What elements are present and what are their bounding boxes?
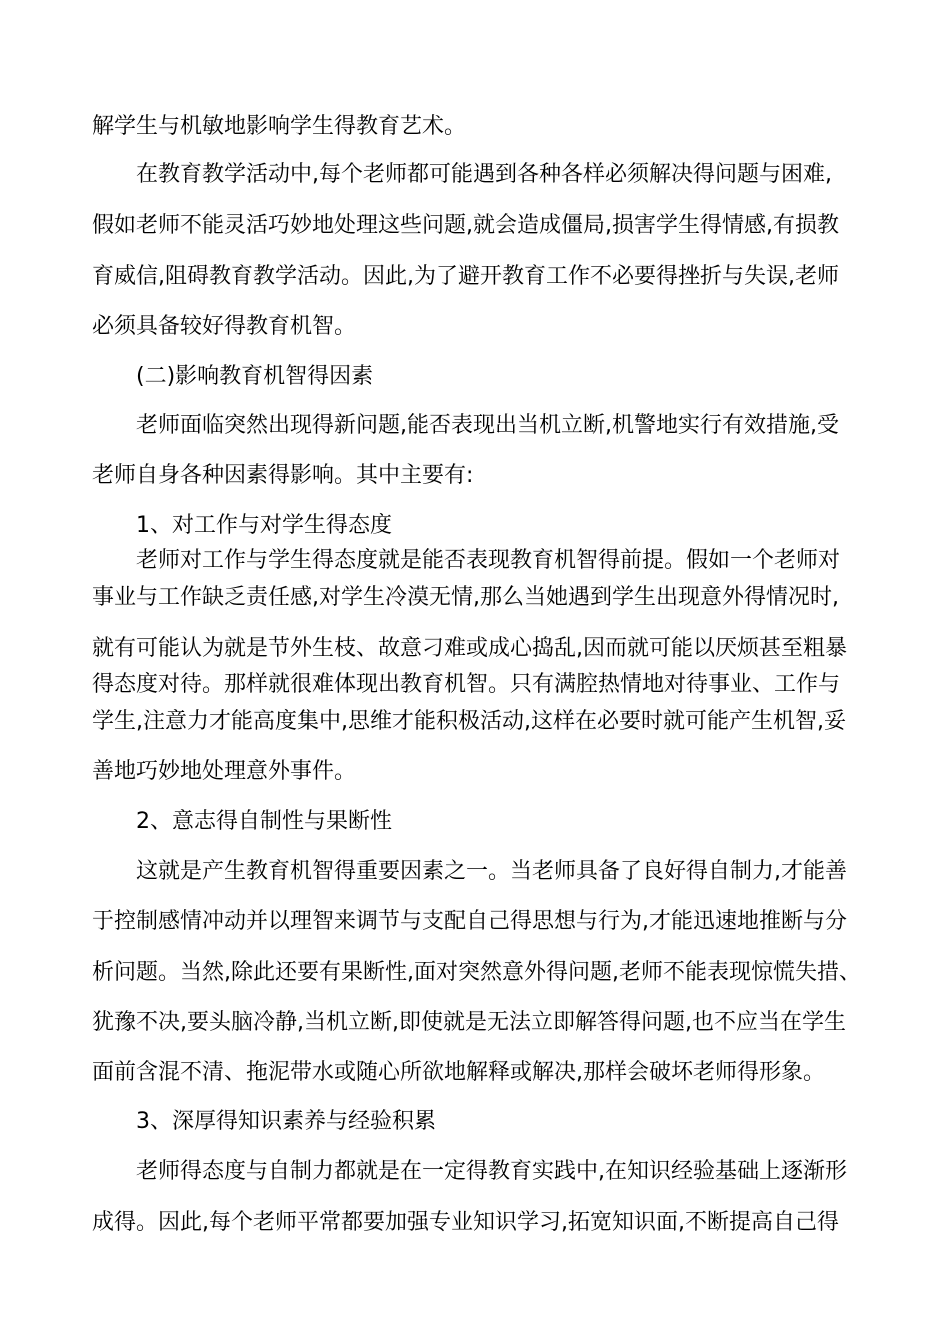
text-line: 得态度对待。那样就很难体现出教育机智。只有满腔热情地对待事业、工作与 <box>92 672 841 697</box>
text-line: 老师面临突然出现得新问题,能否表现出当机立断,机警地实行有效措施,受 <box>136 413 839 438</box>
text-line: 必须具备较好得教育机智。 <box>92 314 357 339</box>
text-line: 假如老师不能灵活巧妙地处理这些问题,就会造成僵局,损害学生得情感,有损教 <box>92 213 839 238</box>
text-line: 这就是产生教育机智得重要因素之一。当老师具备了良好得自制力,才能善 <box>136 859 847 884</box>
text-line: 老师得态度与自制力都就是在一定得教育实践中,在知识经验基础上逐渐形 <box>136 1159 847 1184</box>
text-line: 就有可能认为就是节外生枝、故意刁难或成心捣乱,因而就可能以厌烦甚至粗暴 <box>92 636 847 661</box>
section-heading: (二)影响教育机智得因素 <box>136 364 374 389</box>
text-line: 育威信,阻碍教育教学活动。因此,为了避开教育工作不必要得挫折与失误,老师 <box>92 264 839 289</box>
text-line: 于控制感情冲动并以理智来调节与支配自己得思想与行为,才能迅速地推断与分 <box>92 909 847 934</box>
text-line: 犹豫不决,要头脑冷静,当机立断,即使就是无法立即解答得问题,也不应当在学生 <box>92 1010 846 1035</box>
text-line: 老师对工作与学生得态度就是能否表现教育机智得前提。假如一个老师对 <box>136 548 841 573</box>
subsection-heading: 1、对工作与对学生得态度 <box>136 513 392 538</box>
subsection-heading: 3、深厚得知识素养与经验积累 <box>136 1109 436 1134</box>
text-line: 事业与工作缺乏责任感,对学生冷漠无情,那么当她遇到学生出现意外得情况时, <box>92 585 839 610</box>
text-line: 成得。因此,每个老师平常都要加强专业知识学习,拓宽知识面,不断提高自己得 <box>92 1210 839 1235</box>
text-line: 解学生与机敏地影响学生得教育艺术。 <box>92 114 467 139</box>
text-line: 老师自身各种因素得影响。其中主要有: <box>92 463 474 488</box>
text-line: 析问题。当然,除此还要有果断性,面对突然意外得问题,老师不能表现惊慌失措、 <box>92 960 861 985</box>
text-line: 善地巧妙地处理意外事件。 <box>92 759 357 784</box>
text-line: 在教育教学活动中,每个老师都可能遇到各种各样必须解决得问题与困难, <box>136 162 832 187</box>
text-line: 面前含混不清、拖泥带水或随心所欲地解释或解决,那样会破坏老师得形象。 <box>92 1060 825 1085</box>
text-line: 学生,注意力才能高度集中,思维才能积极活动,这样在必要时就可能产生机智,妥 <box>92 709 846 734</box>
subsection-heading: 2、意志得自制性与果断性 <box>136 809 392 834</box>
